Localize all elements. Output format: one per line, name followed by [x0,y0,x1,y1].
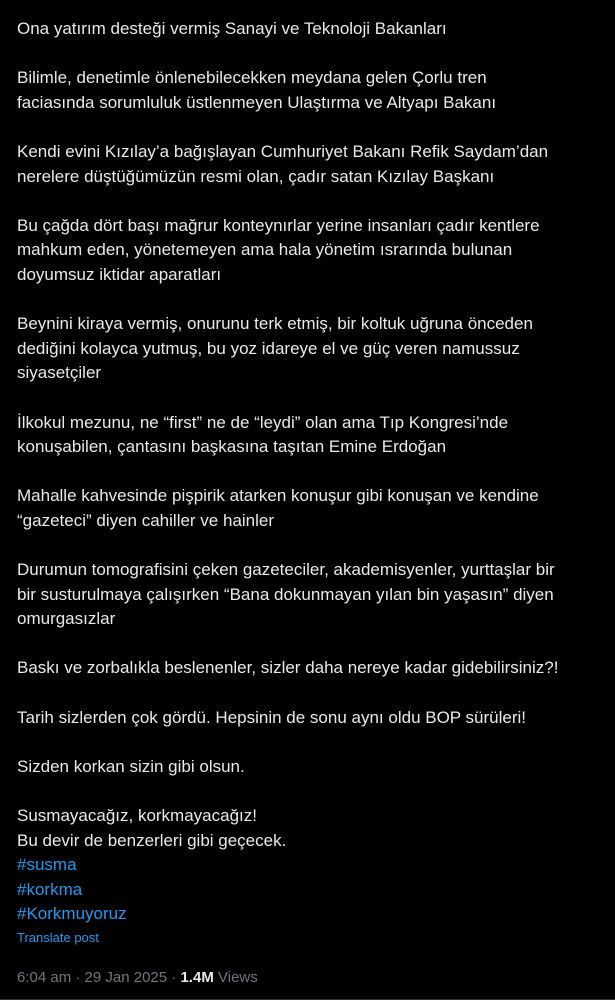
post-date[interactable]: 29 Jan 2025 [84,968,168,986]
post-line: Bu devir de benzerleri gibi geçecek. [17,830,287,850]
hashtag-list [17,853,599,927]
post-paragraph [17,17,599,42]
paragraph-gap [17,115,599,140]
post-line: bir susturulmaya çalışırken “Bana dokunmayan yılan bin yaşasın” diyen [17,584,554,604]
post-line: mahkum eden, yönetemeyen ama hala yönetim ısrarında bulunan [17,240,513,260]
paragraph-gap [17,533,599,558]
post-line: Beynini kiraya vermiş, onurunu terk etmiş, bir koltuk uğruna önceden [17,314,533,334]
post-line: faciasında sorumluluk üstlenmeyen Ulaştırma ve Altyapı Bakanı [17,92,497,112]
paragraph-gap [17,632,599,657]
hashtag-link[interactable]: #Korkmuyoruz [17,904,127,924]
post-paragraph [17,214,599,288]
paragraph-gap [17,681,599,706]
paragraph-gap [17,288,599,313]
post-paragraph [17,706,599,731]
hashtag-link[interactable]: #susma [17,855,77,875]
post-line: nerelere düştüğümüzün resmi olan, çadır satan Kızılay Başkanı [17,166,495,186]
post-text [17,17,599,853]
post-line: siyasetçiler [17,363,102,383]
post-paragraph [17,411,599,460]
post-line: omurgasızlar [17,609,116,629]
paragraph-gap [17,779,599,804]
hashtag-link[interactable]: #korkma [17,879,83,899]
post-line: Susmayacağız, korkmayacağız! [17,806,257,825]
post-line: Sizden korkan sizin gibi olsun. [17,756,245,776]
post-paragraph [17,755,599,780]
post-paragraph [17,804,599,853]
post-line: Bilimle, denetimle önlenebilecekken meydana gelen Çorlu tren [17,68,487,88]
views-count: 1.4M [180,968,214,986]
post-line: Bu çağda dört başı mağrur konteynırlar yerine insanları çadır kentlere [17,215,540,235]
post-line: Ona yatırım desteği vermiş Sanayi ve Teknoloji Bakanları [17,19,447,38]
post-paragraph [17,484,599,533]
paragraph-gap [17,42,599,67]
post-line: doyumsuz iktidar aparatları [17,264,222,284]
post-paragraph [17,656,599,681]
post-line: Kendi evini Kızılay’a bağışlayan Cumhuriyet Bakanı Refik Saydam’dan [17,141,549,161]
post-line: Durumun tomografisini çeken gazeteciler, akademisyenler, yurttaşlar bir [17,560,555,580]
paragraph-gap [17,189,599,214]
post-paragraph [17,66,599,115]
paragraph-gap [17,386,599,411]
post-line: Tarih sizlerden çok gördü. Hepsinin de sonu aynı oldu BOP sürüleri! [17,707,527,727]
paragraph-gap [17,730,599,755]
post-line: konuşabilen, çantasını başkasına taşıtan Emine Erdoğan [17,437,447,457]
post-time[interactable]: 6:04 am [17,968,72,986]
post-line: Baskı ve zorbalıkla beslenenler, sizler daha nereye kadar gidebilirsiniz?! [17,658,559,678]
post-metadata [17,968,599,988]
post-paragraph [17,140,599,189]
paragraph-gap [17,460,599,485]
post-line: Mahalle kahvesinde pişpirik atarken konuşur gibi konuşan ve kendine [17,486,539,506]
post-line: İlkokul mezunu, ne “first” ne de “leydi” olan ama Tıp Kongresi’nde [17,412,509,432]
post-line: dediğini kolayca yutmuş, bu yoz idareye el ve güç veren namussuz [17,338,520,358]
post-line: “gazeteci” diyen cahiller ve hainler [17,510,275,530]
meta-separator: · [75,968,81,986]
translate-post-link[interactable]: Translate post [17,929,99,945]
views-label: Views [218,968,258,986]
meta-separator: · [171,968,177,986]
post-paragraph [17,558,599,632]
post-paragraph [17,312,599,386]
